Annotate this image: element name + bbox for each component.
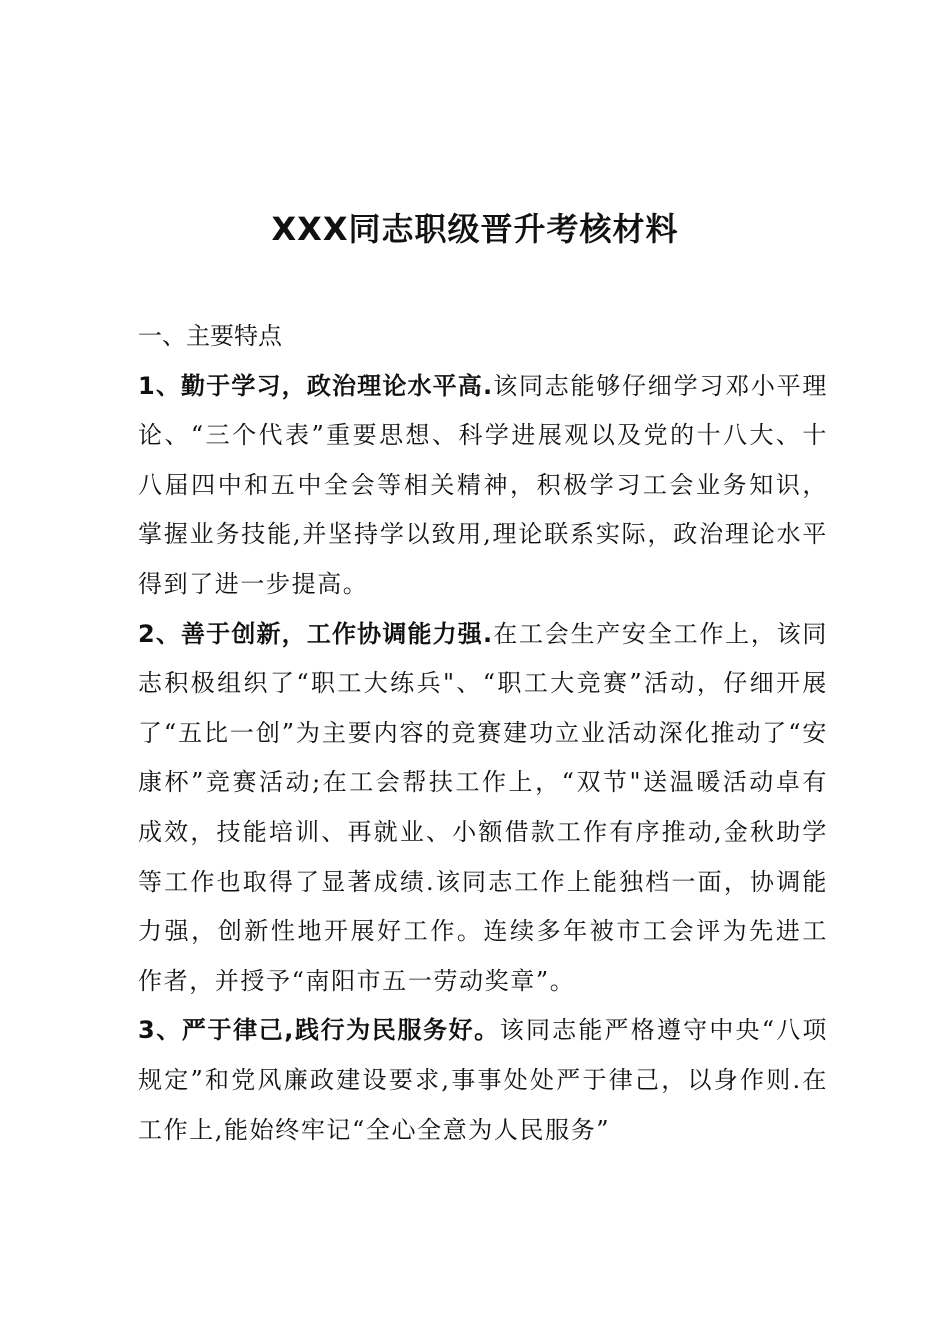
paragraph-3-body: 该同志能严格遵守中央“八项规定”和党风廉政建设要求,事事处处严于律己，以身作则.在工作上,能始终牢记“全心全意为人民服务” <box>138 1016 828 1144</box>
paragraph-1-lead: 1、勤于学习，政治理论水平高. <box>138 371 494 400</box>
paragraph-3 <box>138 1006 828 1155</box>
paragraph-1 <box>138 362 828 610</box>
paragraph-3-lead: 3、严于律己,践行为民服务好。 <box>138 1016 500 1045</box>
paragraph-2-body: 在工会生产安全工作上，该同志积极组织了“职工大练兵"、“职工大竞赛”活动，仔细开展了“五比一创”为主要内容的竞赛建功立业活动深化推动了“安康杯”竞赛活动;在工会帮扶工作上，“双节"送温暖活动卓有成效，技能培训、再就业、小额借款工作有序推动,金秋助学等工作也取得了显著成绩.该同志工作上能独档一面，协调能力强，创新性地开展好工作。连续多年被市工会评为先进工作者，并授予“南阳市五一劳动奖章”。 <box>138 619 828 995</box>
paragraph-2-lead: 2、善于创新，工作协调能力强. <box>138 619 494 648</box>
section-heading: 一、主要特点 <box>138 322 282 350</box>
document-body <box>138 312 828 1155</box>
paragraph-1-body: 该同志能够仔细学习邓小平理论、“三个代表”重要思想、科学进展观以及党的十八大、十八届四中和五中全会等相关精神，积极学习工会业务知识，掌握业务技能,并坚持学以致用,理论联系实际，政治理论水平得到了进一步提高。 <box>138 371 828 598</box>
paragraph-2 <box>138 610 828 1007</box>
document-title: XXX同志职级晋升考核材料 <box>271 210 679 248</box>
